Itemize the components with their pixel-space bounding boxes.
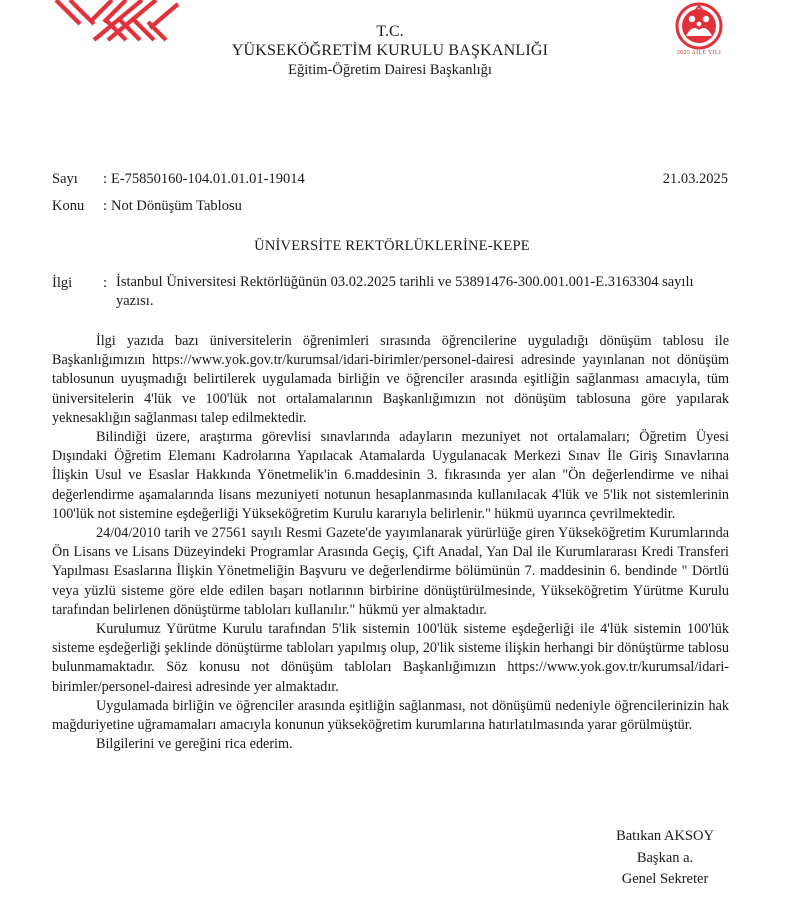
signatory-name: Batıkan AKSOY [616, 828, 714, 844]
body-paragraph-3: 24/04/2010 tarih ve 27561 sayılı Resmi Gazete'de yayımlanarak yürürlüğe giren Yükseköğretim Kurumlarında Ön Lisans ve Lisans Düzeyindeki Programlar Arasında Geçiş, Çift Anadal, Yan Dal ile Kurumlararası Kredi Transferi Yapılması Esaslarına İlişkin Yönetmeliğin Başvuru ve değerlendirme bölümünün 7. maddesinin 6. bendinde " Dörtlü veya yüzlü sisteme göre elde edilen başarı notlarının birbirine dönüştürülmesinde, Yükseköğretim Yürütme Kurulu tarafından belirlenen dönüştürme tabloları kullanılır." hükmü yer almaktadır. [52, 525, 729, 618]
konu-value: Not Dönüşüm Tablosu [111, 198, 242, 214]
emblem-caption: 2025 AİLE YILI [676, 50, 722, 56]
signature-block [560, 826, 770, 891]
sayi-colon: : [103, 171, 108, 187]
konu-colon: : [103, 198, 108, 214]
ilgi-label: İlgi [52, 275, 73, 291]
signatory-title: Başkan a. [636, 849, 694, 866]
body-paragraph-4: Kurulumuz Yürütme Kurulu tarafından 5'lik sistemin 100'lük sisteme eşdeğerliği ile 4'lük sistemin 100'lük sisteme eşdeğerliği şeklinde dönüştürme tabloları yapılmış olup, 20'lik sisteme ilişkin herhangi bir dönüştürme tablosu bulunmamaktadır. Söz konusu not dönüşüm tabloları Başkanlığımızın https://www.yok.gov.tr/kurumsal/idari-birimler/personel-dairesi adresinde yer almaktadır. [52, 621, 729, 695]
header-institution: YÜKSEKÖĞRETİM KURULU BAŞKANLIĞI [231, 42, 549, 59]
konu-label: Konu [52, 198, 85, 214]
header-tc: T.C. [376, 23, 404, 40]
document-date: 21.03.2025 [662, 171, 728, 187]
body-paragraph-2: Bilindiği üzere, araştırma görevlisi sınavlarında adayların mezuniyet not ortalamaları; Öğretim Üyesi Dışındaki Öğretim Elemanı Kadrolarına Yapılacak Atamalarda Uygulanacak Merkezi Sınav İle Giriş Sınavlarına İlişkin Usul ve Esaslar Hakkında Yönetmelik'in 6.maddesinin 3. fıkrasında yer alan "Ön değerlendirme ve nihai değerlendirme aşamalarında lisans mezuniyeti notunun hesaplanmasında kullanılacak 4'lük ve 5'lik not sistemlerinin 100'lük not sistemine eşdeğerliği Yükseköğretim Kurulu kararıyla belirlenir." hükmü uyarınca çevrilmektedir. [52, 429, 729, 522]
family-emblem-icon [664, 0, 734, 50]
letter-body [52, 332, 729, 754]
body-paragraph-6: Bilgilerini ve gereğini rica ederim. [96, 736, 293, 753]
signatory-position: Genel Sekreter [621, 871, 709, 887]
addressee: ÜNİVERSİTE REKTÖRLÜKLERİNE-KEPE [254, 238, 530, 254]
ilgi-text: İstanbul Üniversitesi Rektörlüğünün 03.02.2025 tarihli ve 53891476-300.001.001-E.3163304 sayılı yazısı. [116, 274, 694, 309]
sayi-value: E-75850160-104.01.01.01-19014 [111, 171, 305, 187]
sayi-label: Sayı [52, 171, 78, 187]
header-department: Eğitim-Öğretim Dairesi Başkanlığı [288, 62, 492, 78]
ilgi-colon: : [103, 275, 108, 291]
body-paragraph-5: Uygulamada birliğin ve öğrenciler arasında eşitliğin sağlanması, not dönüşümü nedeniyle öğrencilerinizin hak mağduriyetine uğramamaları amacıyla konunun yükseköğretim kurumlarına hatırlatılmasında yarar görülmüştür. [52, 697, 729, 734]
body-paragraph-1: İlgi yazıda bazı üniversitelerin öğrenimleri sırasında öğrencilerine uyguladığı dönüşüm tablosu ile Başkanlığımızın https://www.yok.gov.tr/kurumsal/idari-birimler/personel-dairesi adresinde yayınlanan not dönüşüm tablosunun uyuşmadığı belirtilerek uygulamada birliğin ve öğrenciler arasında eşitliğin sağlanması amacıyla, tüm üniversitelerin 4'lük ve 100'lük not ortalamalarının Başkanlığımızın not dönüşüm tablosuna göre yapılarak yeknesaklığın sağlanması talep edilmektedir. [52, 333, 729, 426]
family-year-emblem [664, 0, 734, 62]
